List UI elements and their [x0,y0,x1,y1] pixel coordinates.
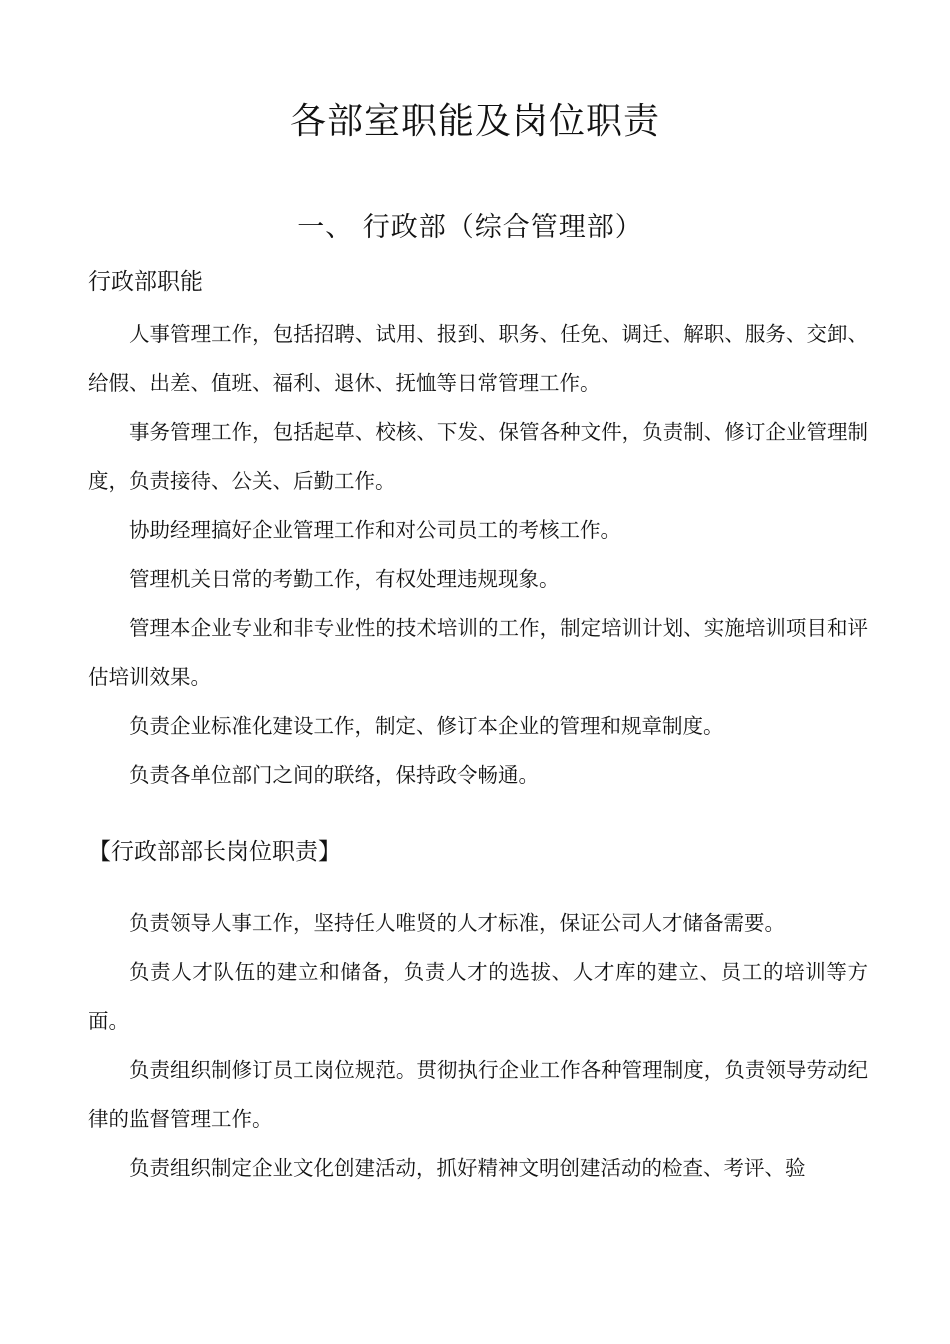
duty-paragraph: 负责领导人事工作，坚持任人唯贤的人才标准，保证公司人才储备需要。 [129,911,785,935]
functions-heading: 行政部职能 [88,269,203,295]
function-paragraph: 管理机关日常的考勤工作，有权处理违规现象。 [129,567,560,591]
function-paragraph: 协助经理搞好企业管理工作和对公司员工的考核工作。 [129,518,621,542]
functions-list [88,310,868,800]
post-duties-heading: 【行政部部长岗位职责】 [88,839,341,865]
function-paragraph: 负责企业标准化建设工作，制定、修订本企业的管理和规章制度。 [129,714,724,738]
duty-paragraph: 负责组织制定企业文化创建活动，抓好精神文明创建活动的检查、考评、验 [129,1156,806,1180]
section-heading: 一、 行政部（综合管理部） [297,212,643,243]
document-title: 各部室职能及岗位职责 [289,101,660,142]
function-paragraph: 负责各单位部门之间的联络，保持政令畅通。 [129,763,539,787]
duty-paragraph: 负责人才队伍的建立和储备，负责人才的选拔、人才库的建立、员工的培训等方面。 [88,960,868,1033]
function-paragraph: 人事管理工作，包括招聘、试用、报到、职务、任免、调迁、解职、服务、交卸、给假、出差、值班、福利、退休、抚恤等日常管理工作。 [88,322,868,395]
function-paragraph: 事务管理工作，包括起草、校核、下发、保管各种文件，负责制、修订企业管理制度，负责接待、公关、后勤工作。 [88,420,868,493]
function-paragraph: 管理本企业专业和非专业性的技术培训的工作，制定培训计划、实施培训项目和评估培训效果。 [88,616,868,689]
duties-list [88,899,868,1193]
duty-paragraph: 负责组织制修订员工岗位规范。贯彻执行企业工作各种管理制度，负责领导劳动纪律的监督管理工作。 [88,1058,868,1131]
